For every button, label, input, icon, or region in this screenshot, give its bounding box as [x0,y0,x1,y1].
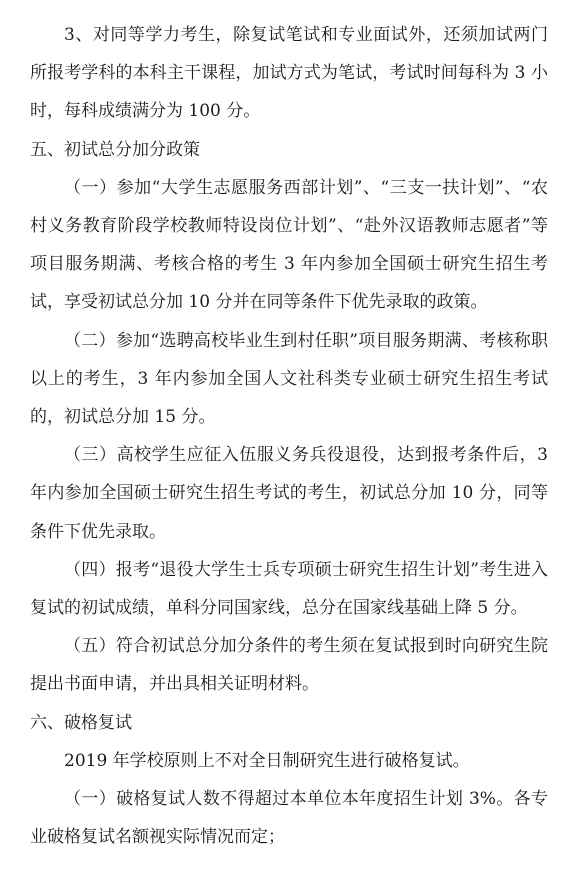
paragraph-retired-soldier-plan: （四）报考“退役大学生士兵专项硕士研究生招生计划”考生进入复试的初试成绩，单科分同国家线，总分在国家线基础上降 5 分。 [30,559,548,619]
paragraph-bonus-application: （五）符合初试总分加分条件的考生须在复试报到时向研究生院提出书面申请，并出具相关证明材料。 [30,636,548,695]
section-heading-bonus-points-policy: 五、初试总分加分政策 [30,139,200,160]
paragraph-exceptional-retest-limit: （一）破格复试人数不得超过本单位本年度招生计划 3%。各专业破格复试名额视实际情况而定； [30,789,548,848]
paragraph-equal-academic-requirement: 3、对同等学力考生，除复试笔试和专业面试外，还须加试两门所报考学科的本科主干课程，加试方式为笔试，考试时间每科为 3 小时，每科成绩满分为 100 分。 [30,25,548,122]
paragraph-bonus-western-program: （一）参加“大学生志愿服务西部计划”、“三支一扶计划”、“农村义务教育阶段学校教师特设岗位计划”、“赴外汉语教师志愿者”等项目服务期满、考核合格的考生 3 年内参加全国硕士研究生招生考试，享受初试总分加 10 分并在同等条件下优先录取的政策。 [30,177,548,313]
paragraph-bonus-military-service: （三）高校学生应征入伍服义务兵役退役，达到报考条件后，3 年内参加全国硕士研究生招生考试的考生，初试总分加 10 分，同等条件下优先录取。 [30,445,548,542]
paragraph-exceptional-retest-intro: 2019 年学校原则上不对全日制研究生进行破格复试。 [64,750,470,771]
section-heading-exceptional-retest: 六、破格复试 [30,712,132,733]
paragraph-bonus-village-official: （二）参加“选聘高校毕业生到村任职”项目服务期满、考核称职以上的考生，3 年内参加全国人文社科类专业硕士研究生招生考试的，初试总分加 15 分。 [30,330,548,428]
